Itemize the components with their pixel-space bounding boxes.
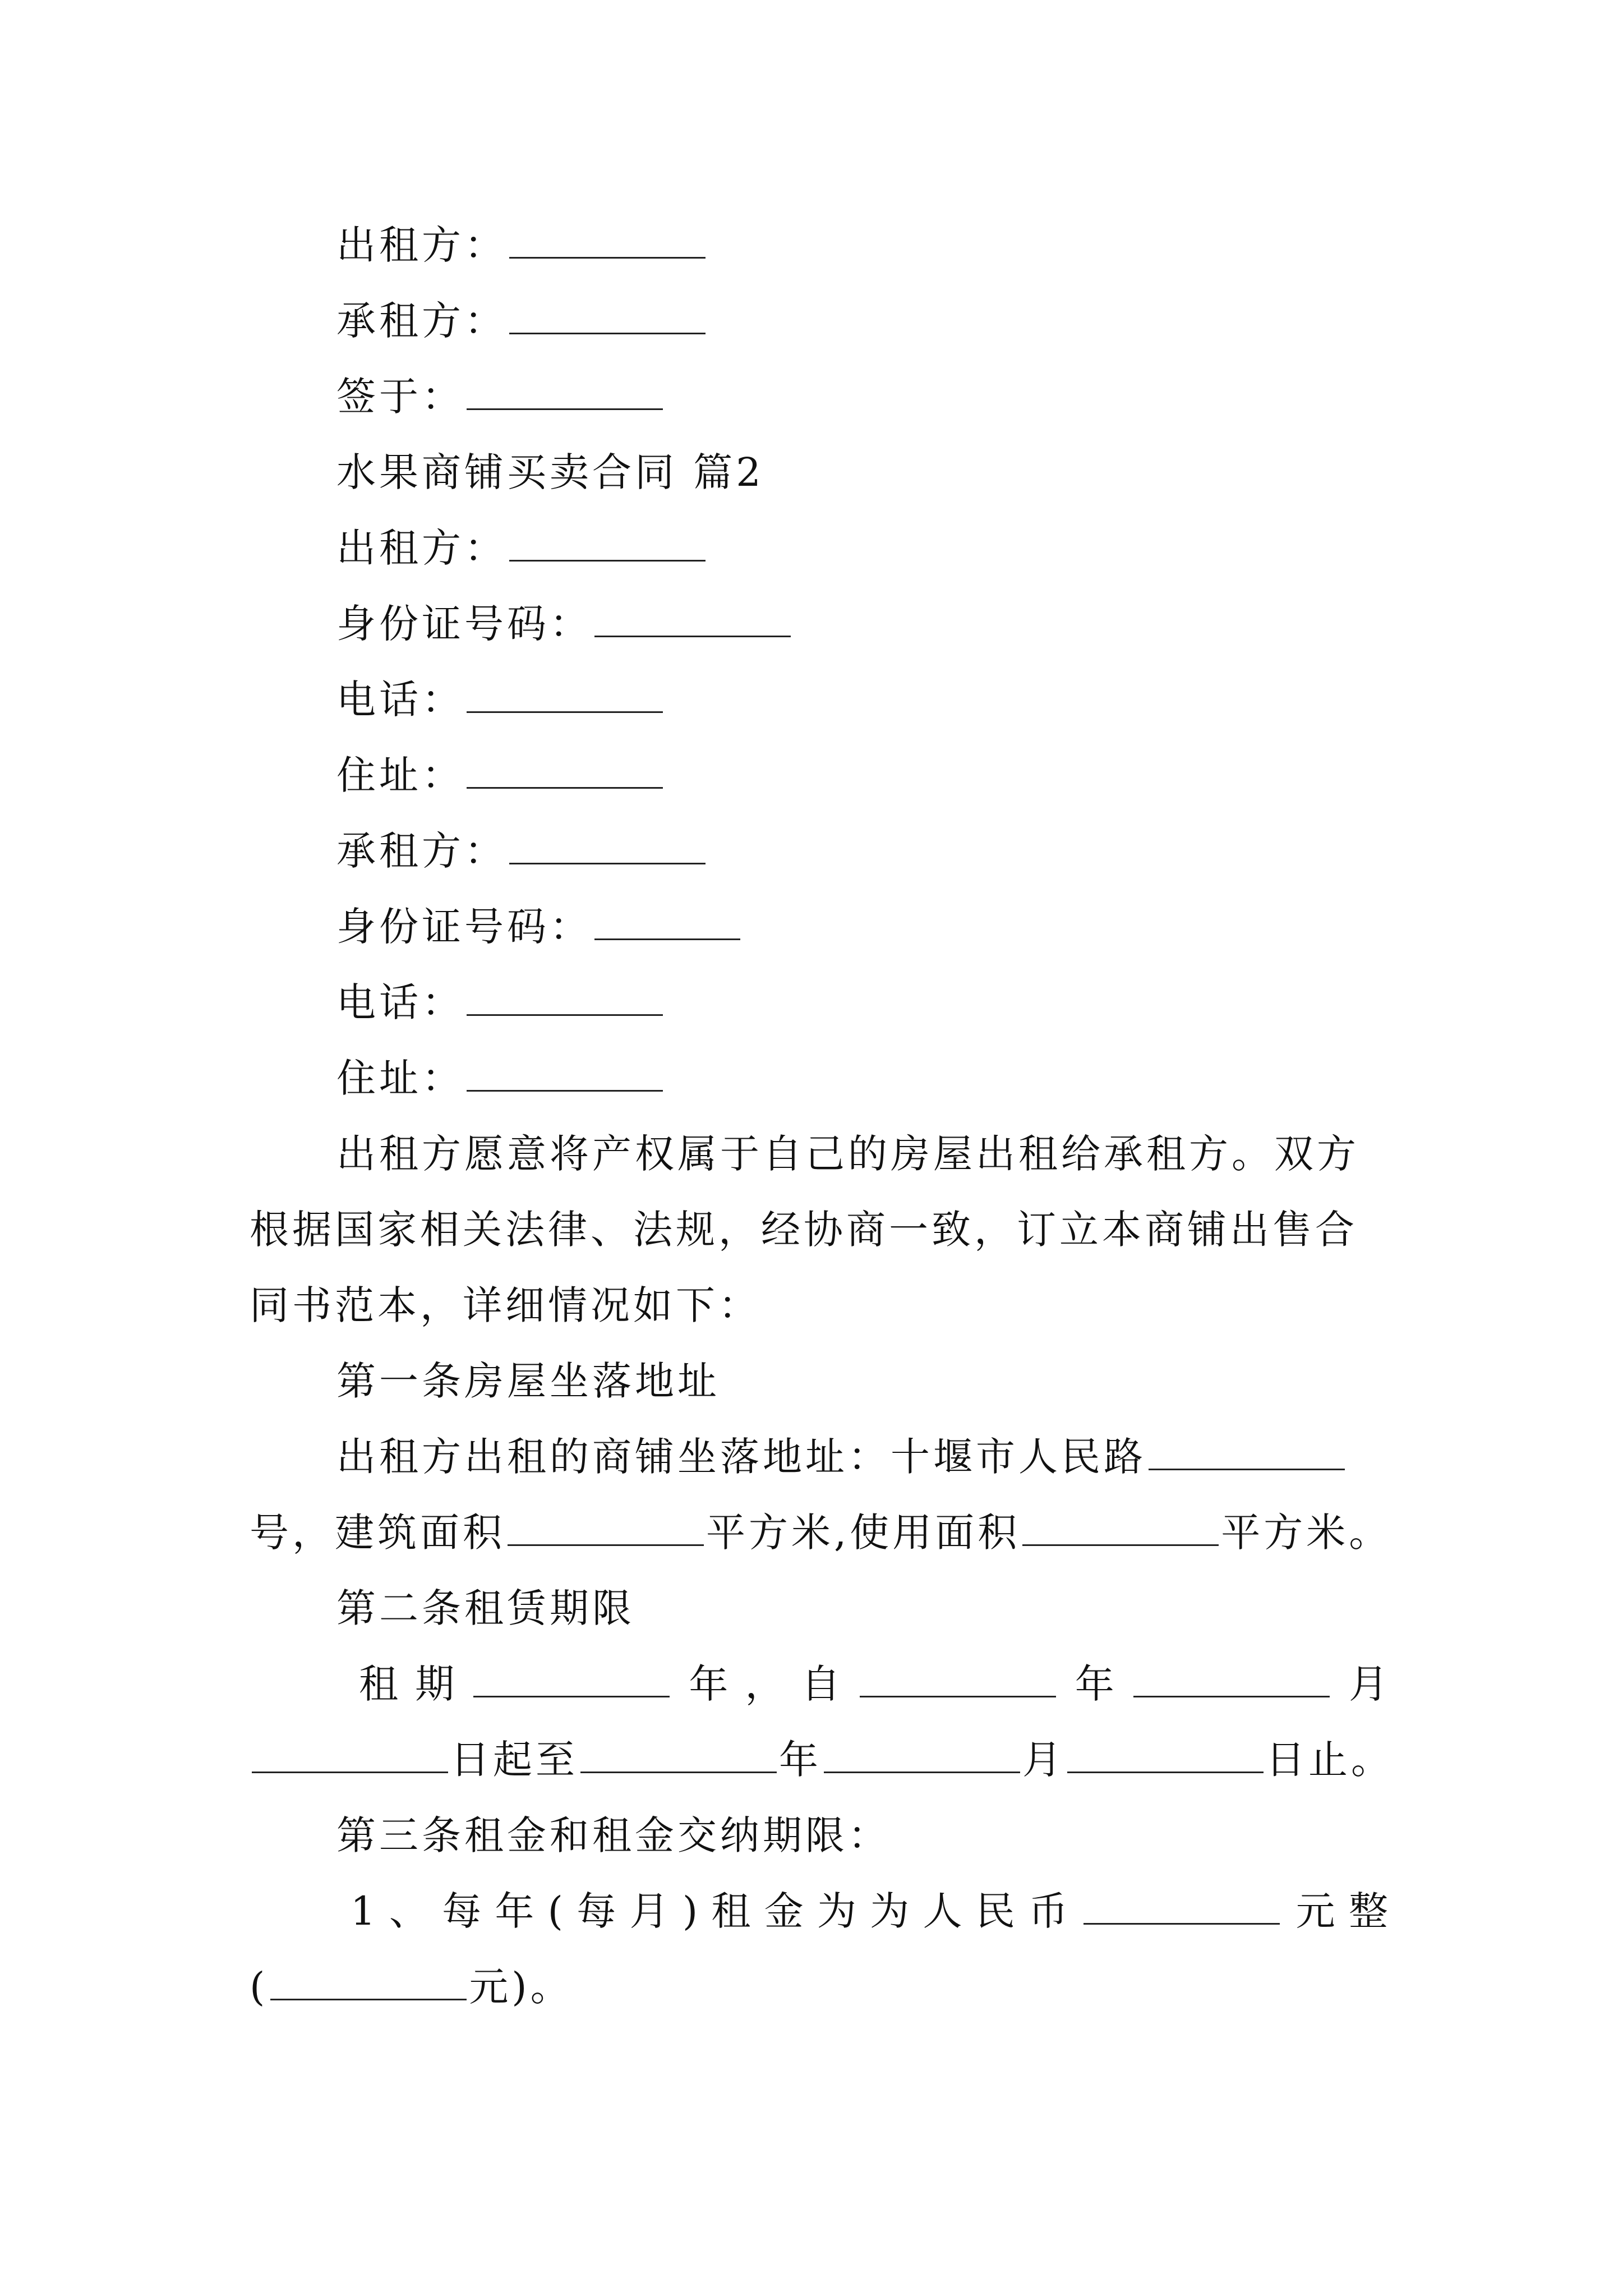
signature-lessor-line <box>336 220 708 270</box>
lessor-address-label: 住址： <box>336 752 464 798</box>
lessee-phone-blank <box>467 979 663 1016</box>
lessee-phone-label: 电话： <box>336 979 464 1025</box>
rent-char: 1 <box>351 1888 376 1934</box>
article3-item1-line-2 <box>250 1962 573 2012</box>
article1-road-number-blank <box>1149 1434 1345 1470</box>
lessee-blank <box>509 828 706 864</box>
lessee-address-line <box>336 1053 665 1103</box>
article2-end-label: 日止。 <box>1266 1737 1394 1783</box>
rent-char: 月 <box>629 1888 669 1934</box>
section-title: 水果商铺买卖合同 篇2 <box>336 449 764 495</box>
term-char: 年 <box>1075 1661 1114 1707</box>
rent-char: 年 <box>495 1888 534 1934</box>
rent-char: 为 <box>817 1888 856 1934</box>
end-day-blank <box>1067 1737 1264 1773</box>
signature-lessor-label: 出租方： <box>336 222 507 268</box>
article3-title: 第三条租金和租金交纳期限： <box>336 1812 891 1858</box>
lessee-line <box>336 826 708 876</box>
lessee-phone-line <box>336 977 665 1028</box>
lessor-address-line <box>336 750 665 800</box>
signature-lessee-blank <box>509 298 706 334</box>
lessee-id-blank <box>594 904 740 940</box>
lessor-line <box>336 523 708 573</box>
rent-char: 币 <box>1029 1888 1068 1934</box>
article1-usable-area-label: 平方米,使用面积 <box>706 1510 1021 1556</box>
article1-address-text: 出租方出租的商铺坐落地址：十堰市人民路 <box>336 1434 1146 1480</box>
article1-unit-label: 平方米。 <box>1221 1510 1392 1556</box>
signature-lessor-blank <box>509 222 706 259</box>
signed-at-blank <box>467 374 663 410</box>
rent-char: 每 <box>442 1888 482 1934</box>
article2-until-label: 日起至 <box>450 1737 578 1783</box>
lessor-label: 出租方： <box>336 525 507 571</box>
article2-line-1 <box>359 1659 1388 1709</box>
intro-line-1: 出租方愿意将产权属于自己的房屋出租给承租方。双方 <box>336 1131 1359 1177</box>
lessee-id-label: 身份证号码： <box>336 904 592 950</box>
end-month-blank <box>824 1737 1020 1773</box>
article1-line-2 <box>250 1507 1391 1558</box>
term-char: 月 <box>1348 1661 1388 1707</box>
rent-char: ( <box>547 1888 563 1934</box>
lessee-address-label: 住址： <box>336 1055 464 1101</box>
lessor-address-blank <box>467 752 663 789</box>
rent-char: 每 <box>577 1888 616 1934</box>
rent-char: 租 <box>711 1888 751 1934</box>
start-year-blank <box>860 1661 1056 1697</box>
term-char: ， <box>745 1661 785 1707</box>
article2-line-2 <box>250 1734 1394 1785</box>
rent-paren-open: ( <box>250 1964 269 2010</box>
end-year-blank <box>580 1737 777 1773</box>
signed-at-line <box>336 371 665 422</box>
rent-char: 元 <box>1295 1888 1335 1934</box>
article3-item1-line-1 <box>351 1886 1388 1936</box>
article2-month-label: 月 <box>1022 1737 1065 1783</box>
intro-line-2: 根据国家相关法律、法规，经协商一致，订立本商铺出售合 <box>250 1207 1358 1253</box>
term-char: 年 <box>689 1661 728 1707</box>
article2-title: 第二条租赁期限 <box>336 1585 635 1631</box>
lessor-phone-blank <box>467 677 663 713</box>
rent-amount-blank <box>1083 1888 1280 1925</box>
lessee-id-line <box>336 901 743 952</box>
term-char: 租 <box>359 1661 398 1707</box>
lessee-address-blank <box>467 1055 663 1092</box>
signature-lessee-line <box>336 296 708 346</box>
article2-year-label: 年 <box>779 1737 822 1783</box>
rent-yuan-close: 元)。 <box>469 1964 573 2010</box>
article1-title: 第一条房屋坐落地址 <box>336 1358 720 1404</box>
building-area-blank <box>508 1510 704 1546</box>
rent-char: 民 <box>975 1888 1015 1934</box>
article1-number-label: 号，建筑面积 <box>250 1510 505 1556</box>
start-day-blank <box>252 1737 448 1773</box>
lessor-blank <box>509 525 706 562</box>
lessor-phone-label: 电话： <box>336 677 464 723</box>
lessor-id-label: 身份证号码： <box>336 601 592 647</box>
usable-area-blank <box>1022 1510 1219 1546</box>
lessee-label: 承租方： <box>336 828 507 874</box>
lessor-id-blank <box>594 601 791 637</box>
rent-char: 为 <box>870 1888 910 1934</box>
term-char: 自 <box>801 1661 841 1707</box>
intro-line-3: 同书范本，详细情况如下： <box>250 1282 761 1328</box>
term-char: 期 <box>415 1661 455 1707</box>
lessor-id-line <box>336 599 793 649</box>
rent-char: 人 <box>923 1888 962 1934</box>
term-years-blank <box>473 1661 670 1697</box>
rent-char: ) <box>682 1888 698 1934</box>
start-month-blank <box>1133 1661 1330 1697</box>
rent-char: 整 <box>1348 1888 1388 1934</box>
rent-char: 金 <box>764 1888 804 1934</box>
rent-amount-figures-blank <box>270 1964 467 2000</box>
rent-char: 、 <box>389 1888 428 1934</box>
article1-line-1 <box>336 1432 1347 1482</box>
signature-lessee-label: 承租方： <box>336 298 507 344</box>
signed-at-label: 签于： <box>336 374 464 420</box>
lessor-phone-line <box>336 674 665 725</box>
